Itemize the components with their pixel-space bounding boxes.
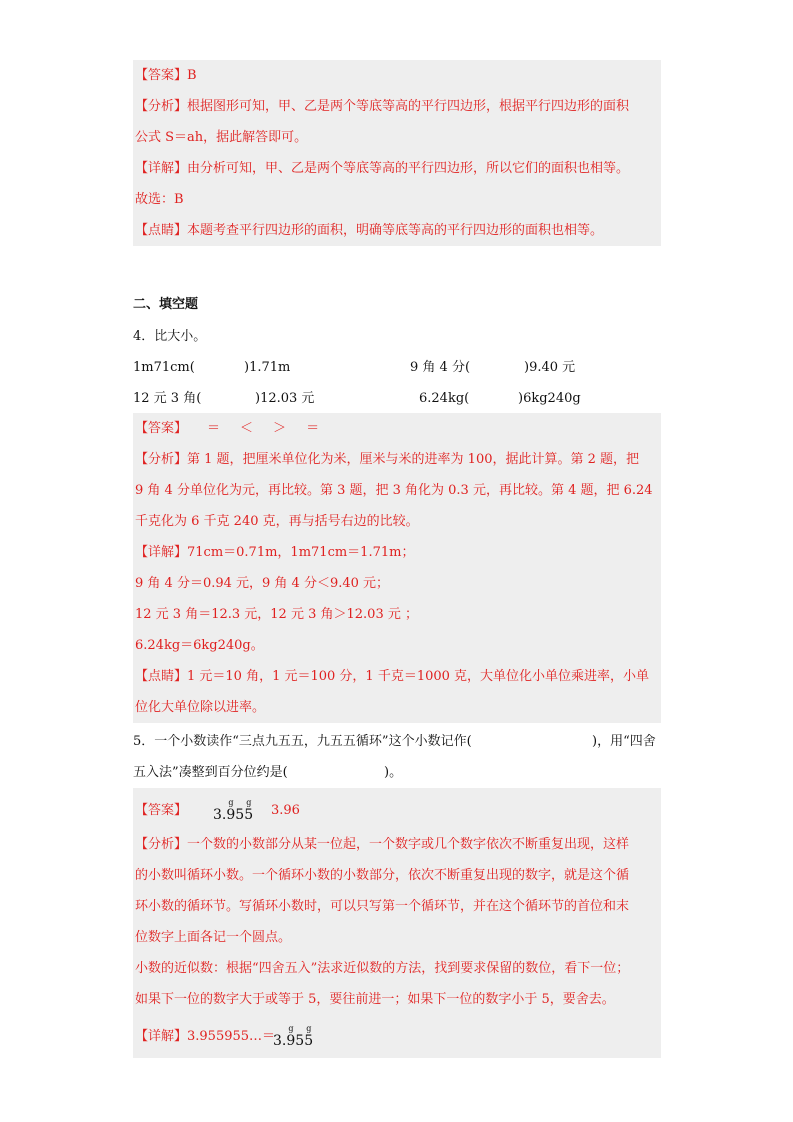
analysis-line-2: 的小数叫循环小数。一个循环小数的小数部分，依次不断重复出现的数字，就是这个循 — [135, 868, 630, 883]
q5-line-1a: 5．一个小数读作“三点九五五，九五五循环”这个小数记作( — [133, 734, 472, 749]
repeat-dot-2: g — [246, 798, 252, 807]
answer-symbol-1: ＝ — [207, 421, 221, 436]
detail-line-3: 12 元 3 角＝12.3 元，12 元 3 角＞12.03 元 ； — [135, 607, 418, 622]
q4-item-d-end: )6kg240g — [518, 391, 581, 406]
detail-line: 【详解】3.955955…＝ — [135, 1029, 276, 1044]
detail-line-2: 9 角 4 分＝0.94 元，9 角 4 分＜9.40 元； — [135, 576, 390, 591]
analysis-line-3: 环小数的循环节。写循环小数时，可以只写第一个循环节，并在这个循环节的首位和末 — [135, 899, 630, 914]
answer-label: 【答案】 — [135, 421, 188, 436]
detail-line-1: 【详解】由分析可知，甲、乙是两个等底等高的平行四边形，所以它们的面积也相等。 — [135, 161, 630, 176]
approx-line-2: 如果下一位的数字大于或等于 5，要往前进一；如果下一位的数字小于 5，要舍去。 — [135, 992, 615, 1007]
answer-symbol-3: ＞ — [273, 421, 287, 436]
section-title: 二、填空题 — [133, 297, 199, 312]
detail-repeating-decimal: 3. g 95 g 5 — [273, 1024, 314, 1049]
answer-line: 【答案】B — [135, 68, 197, 83]
analysis-line-2: 9 角 4 分单位化为元，再比较。第 3 题，把 3 角化为 0.3 元，再比较。第 4 题，把 6.24 — [135, 483, 653, 498]
comment-line-2: 位化大单位除以进率。 — [135, 700, 266, 715]
analysis-line-2: 公式 S＝ah，据此解答即可。 — [135, 130, 308, 145]
detail-line-2: 故选：B — [135, 192, 184, 207]
repeating-decimal — [213, 798, 254, 824]
rounded-answer: 3.96 — [271, 803, 300, 818]
analysis-line-4: 位数字上面各记一个圆点。 — [135, 930, 292, 945]
repeating-digit-1: g 9 — [226, 798, 236, 823]
q4-item-a: 1m71cm( — [133, 360, 195, 375]
analysis-line-3: 千克化为 6 千克 240 克，再与括号右边的比较。 — [135, 514, 419, 529]
q4-item-b: 9 角 4 分( — [410, 360, 471, 375]
repeating-int: 3. — [213, 807, 227, 823]
q5-line-2b: )。 — [384, 765, 403, 780]
comment-line: 【点睛】本题考查平行四边形的面积，明确等底等高的平行四边形的面积也相等。 — [135, 223, 604, 238]
detail-line-4: 6.24kg＝6kg240g。 — [135, 638, 264, 653]
comment-line-1: 【点睛】1 元＝10 角，1 元＝100 分，1 千克＝1000 克，大单位化小单位乘进率，小单 — [135, 669, 650, 684]
answer-symbol-4: ＝ — [306, 421, 320, 436]
analysis-line-1: 【分析】第 1 题，把厘米单位化为米，厘米与米的进率为 100，据此计算。第 2 题，把 — [135, 452, 640, 467]
answer-line — [135, 802, 187, 820]
q5-line-1b: )，用“四舍 — [592, 734, 656, 749]
analysis-line-1: 【分析】根据图形可知，甲、乙是两个等底等高的平行四边形，根据平行四边形的面积 — [135, 99, 630, 114]
q4-item-c: 12 元 3 角( — [133, 391, 202, 406]
q4-item-b-end: )9.40 元 — [524, 360, 576, 375]
q4-item-c-end: )12.03 元 — [255, 391, 315, 406]
q4-item-a-end: )1.71m — [244, 360, 291, 375]
solution-block-q4 — [133, 413, 661, 723]
solution-block-q3 — [133, 60, 661, 246]
repeat-dot-1: g — [228, 798, 234, 807]
repeating-digit-3: g 5 — [244, 798, 254, 823]
analysis-line-1: 【分析】一个数的小数部分从某一位起，一个数字或几个数字依次不断重复出现，这样 — [135, 837, 630, 852]
q4-title: 4．比大小。 — [133, 329, 207, 344]
approx-line-1: 小数的近似数：根据“四舍五入”法求近似数的方法，找到要求保留的数位，看下一位； — [135, 961, 630, 976]
q4-item-d: 6.24kg( — [419, 391, 470, 406]
answer-label: 【答案】 — [135, 803, 188, 818]
answer-symbol-2: ＜ — [240, 421, 254, 436]
repeating-digit-2: 5 — [235, 807, 245, 823]
solution-block-q5 — [133, 788, 661, 1058]
q5-line-2a: 五入法”凑整到百分位约是( — [133, 765, 288, 780]
answer-line — [135, 420, 319, 438]
detail-line-1: 【详解】71cm＝0.71m，1m71cm＝1.71m； — [135, 545, 415, 560]
